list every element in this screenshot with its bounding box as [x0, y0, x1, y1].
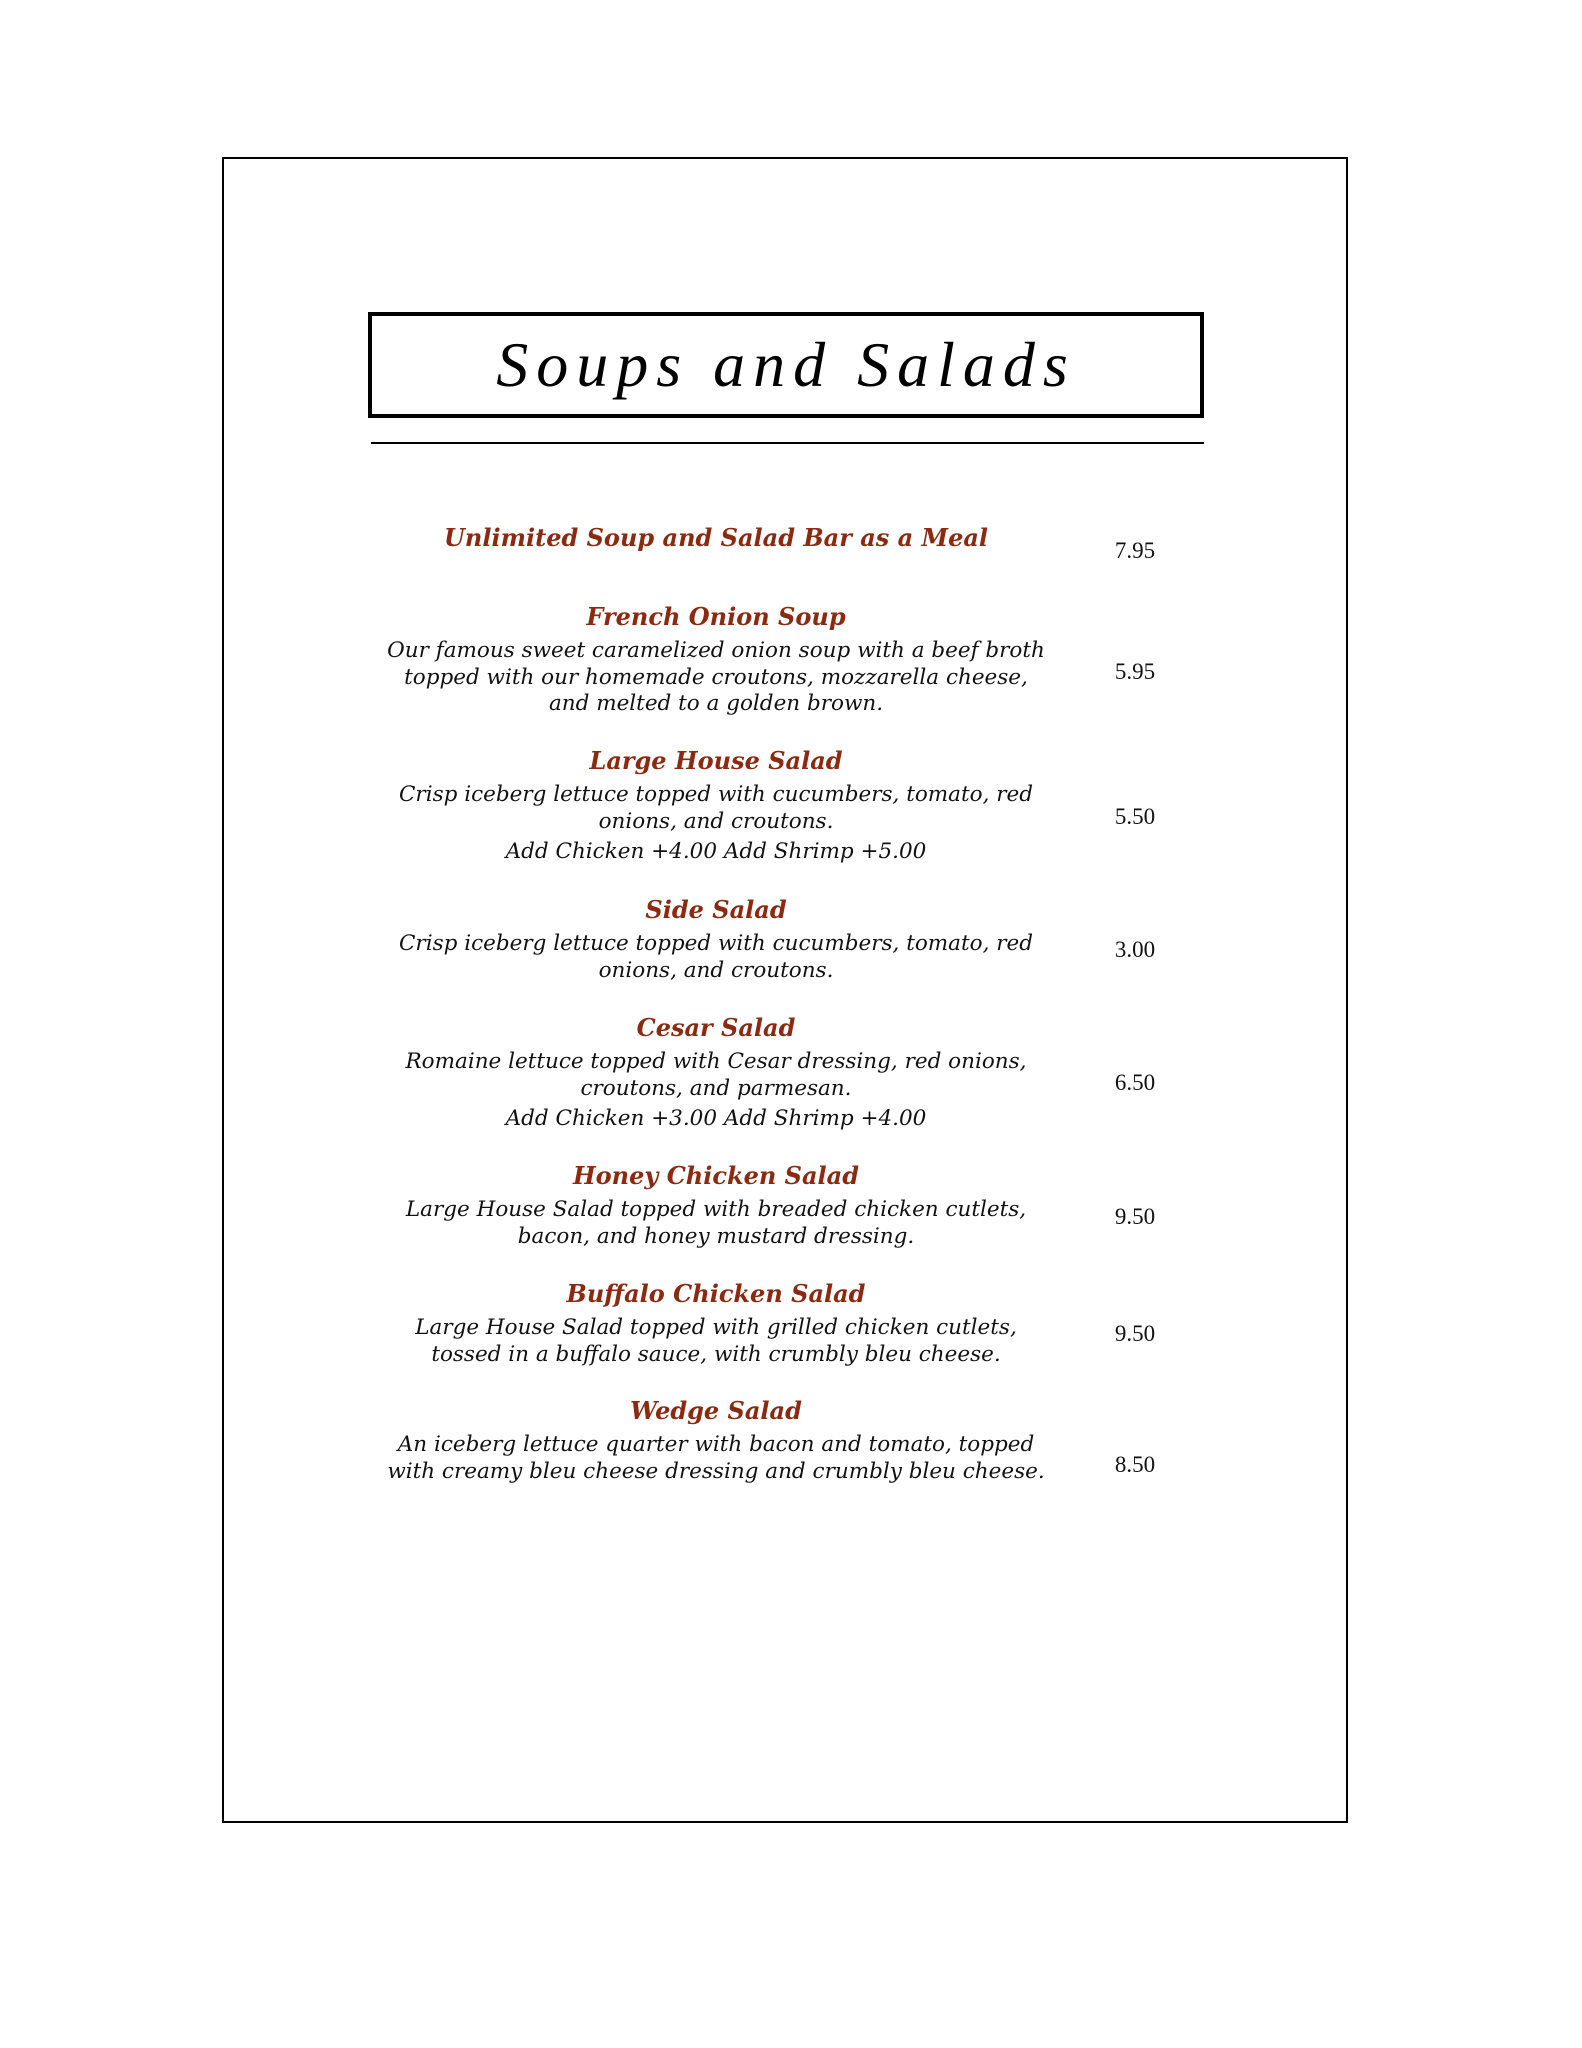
- item-name: Large House Salad: [589, 746, 843, 775]
- item-price: 3.00: [1114, 937, 1156, 962]
- menu-item-large-house-salad: [371, 746, 1061, 865]
- item-price: 6.50: [1114, 1070, 1156, 1095]
- menu-item-soup-salad-bar: [371, 523, 1061, 559]
- menu-item-honey-chicken-salad: [371, 1161, 1061, 1250]
- item-description: Large House Salad topped with breaded chicken cutlets, bacon, and honey mustard dressing.: [405, 1197, 1027, 1249]
- menu-item-buffalo-chicken-salad: [371, 1279, 1061, 1368]
- item-price: 7.95: [1114, 538, 1156, 563]
- item-name: French Onion Soup: [586, 602, 846, 631]
- title-box: [368, 312, 1204, 418]
- menu-item-cesar-salad: [371, 1013, 1061, 1132]
- item-name: Unlimited Soup and Salad Bar as a Meal: [443, 523, 989, 552]
- item-name: Cesar Salad: [636, 1013, 796, 1042]
- item-description: Our famous sweet caramelized onion soup with a beef broth topped with our homemade croutons, mozzarella cheese, and melted to a golden brown.: [387, 638, 1045, 716]
- item-price: 8.50: [1114, 1452, 1156, 1477]
- page-title: Soups and Salads: [496, 329, 1076, 400]
- item-description: Romaine lettuce topped with Cesar dressing, red onions, croutons, and parmesan.: [405, 1049, 1027, 1101]
- item-price: 5.95: [1114, 659, 1156, 684]
- item-addon: Add Chicken +3.00 Add Shrimp +4.00: [505, 1106, 927, 1131]
- item-name: Buffalo Chicken Salad: [566, 1279, 866, 1308]
- item-name: Wedge Salad: [630, 1396, 802, 1425]
- item-name: Side Salad: [645, 895, 787, 924]
- title-divider: [371, 442, 1204, 444]
- item-description: Crisp iceberg lettuce topped with cucumbers, tomato, red onions, and croutons.: [398, 931, 1034, 983]
- item-description: Large House Salad topped with grilled chicken cutlets, tossed in a buffalo sauce, with crumbly bleu cheese.: [415, 1315, 1017, 1367]
- item-price: 9.50: [1114, 1321, 1156, 1346]
- item-name: Honey Chicken Salad: [572, 1161, 860, 1190]
- item-description: Crisp iceberg lettuce topped with cucumbers, tomato, red onions, and croutons.: [398, 782, 1034, 834]
- menu-item-side-salad: [371, 895, 1061, 984]
- item-price: 5.50: [1114, 804, 1156, 829]
- item-description: An iceberg lettuce quarter with bacon and tomato, topped with creamy bleu cheese dressing and crumbly bleu cheese.: [387, 1432, 1045, 1484]
- item-price: 9.50: [1114, 1204, 1156, 1229]
- menu-item-french-onion-soup: [371, 602, 1061, 718]
- menu-item-wedge-salad: [371, 1396, 1061, 1485]
- item-addon: Add Chicken +4.00 Add Shrimp +5.00: [505, 839, 927, 864]
